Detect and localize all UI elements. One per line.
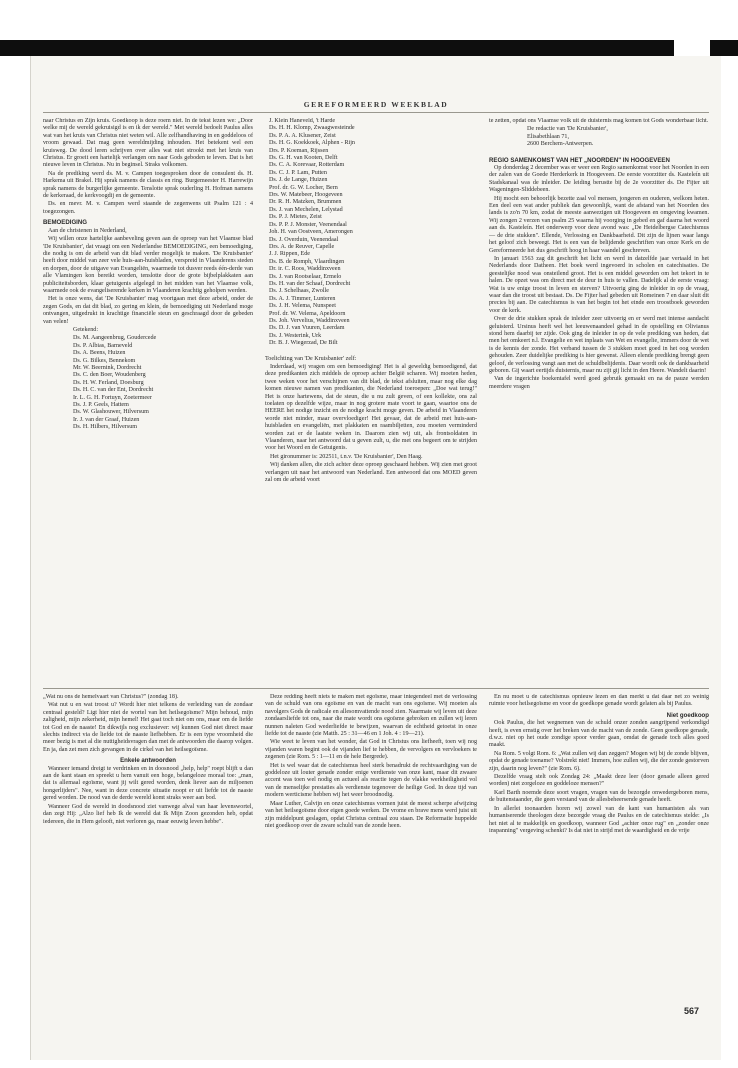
paragraph: te zetten, opdat ons Vlaamse volk uit de duisternis mag komen tot Gods wonderbaar licht. [489,118,709,124]
list-item: Ds. J. H. Velema, Nunspeet [269,303,336,310]
list-item: Ds. J. Westerink, Urk [269,332,322,339]
paragraph: Op donderdag 2 december was er weer een Regio samenkomst voor het Noorden in een der zalen van de Goede Herderkerk in Hoogeveen. De eerste voorzitter ds. Kasteleín uit Stadskanaal was de inleider. De leiding berustte bij de 2e voorzitter ds. De Fijter uit Wageningen-Sliddebeen. [489,165,709,194]
toelichting-label: Toelichting van 'De Kruisbanier' zelf: [265,355,357,362]
page-number: 567 [683,1006,699,1016]
paragraph: En nu moet u de catechismus opnieuw lezen en dan merkt u dat daar net zo weinig ruimte voor heilsegoïsme en voor de goedkope genade wordt gelaten als bij Paulus. [489,694,709,708]
section-divider [43,688,709,689]
list-item: Dr. B. J. Wiegerzad, De Bilt [269,340,338,347]
paragraph: In allerlei toonaarden horen wij zowel van de kant van humanisten als van humaniserende theologen deze bezorgde vraag die Paulus en de catechismus stelde: „Is het niet al te makkelijk en goedkoop, wanneer God „achter onze rug" en „zonder onze inspanning" vergeving schenkt? Is dat niet in strijd met de waardigheid en de vrije [489,805,709,834]
address-line: De redactie van 'De Kruisbanier', [527,126,608,133]
list-item: Ds. P. J. Mietes, Zeist [269,214,322,221]
column-2-bottom [265,694,477,1040]
list-item: Ds. J. van Mechelen, Lelystad [269,206,343,213]
section-heading-enkele-antwoorden: Enkele antwoorden [120,757,176,765]
paragraph: Inderdaad, wij vragen om een bemoediging! Het is al geweldig bemoedigend, dat deze predikanten zich middels de oproep achter België scharen. Wij moeten heden, twee weken voor het verschijnen van dit blad, de tekst afsluiten, maar nog elke dag komen nieuwe namen van predikanten, die Nederland toeroepen: „Doe wat terug!" Het is onze hartewens, dat de steun, die u nu zult geven, of een kollekte, ons zal toelaten op dezelfde wijze, maar in nog grotere mate voort te gaan, waartoe ons de HEERE het nodige inzicht en de nodige kracht moge geven. De arbeid in Vlaanderen worde niet minder, maar overvloediger! Het gevaar, dat de arbeid met huis-aan-huisbladen en evangeliën, met plakkaten en raambiljetten, zou moeten verminderd worden zat er de laatste weken in. Daarom zien wij uit, als frontsoldaten in Vlaanderen, naar het antwoord dat u geven zult, u, die met ons begeert om te strijden voor het Woord en de Getuigenis. [265,364,477,452]
section-heading-niet-goedkoop: Niet goedkoop [666,711,709,719]
list-item: Ds. J. van Rootselaar, Ermelo [269,273,342,280]
list-item: Ir. L. G. H. Fortuyn, Zoetermeer [73,394,152,401]
list-item: Ds. J. Schelhaas, Zwolle [269,288,329,295]
paragraph: naar Christus en Zijn kruis. Goedkoop is deze roem niet. In de tekst lezen we: „Door welke mij de wereld gekruisigd is en ik der wereld." Met wereld bedoelt Paulus alles wat van het kruis van Christus niet weten wil. Alle zelfhandhaving in en goddeloos of vroom gewaad. Dat mag geen wereldmijding inhouden. Het betekent wel een kruisweg. De dood leren schrijven over alles wat niet strookt met het kruis van Christus. Er groeit een hartelijk verlangen om naar Gods geboden te leven. Dat is het nieuwe leven in Christus. Nu in beginsel. Straks volkomen. [43,118,253,169]
list-item: Ds. H. C. van der Ent, Dordrecht [73,387,154,394]
paragraph: Ook Paulus, die het wegnemen van de schuld onzer zonden aangrijpend verkondigd heeft, is even ernstig over het breken van de macht van de zonde. Geen goedkope genade, d.w.z. niet op het oude zondige spoor verder gaan, omdat de genade toch alles goed maakt. [489,720,709,749]
list-item: Ds. B. de Romph, Vlaardingen [269,258,345,265]
list-item: Joh. H. van Oostveen, Amerongen [269,229,353,236]
column-3-top [489,118,709,680]
list-item: Mr. W. Beernink, Dordrecht [73,365,142,371]
newspaper-page [30,56,721,1060]
paragraph: Wie weet te leven van het wonder, dat God in Christus ons liefheeft, toen wij nog vijanden waren begint ook de vijanden lief te hebben, de vervolgers en vervloekers te zegenen (zie Rom. 5 : 1—11 en de hele Bergrede). [265,739,477,761]
scan-notch [674,40,710,56]
column-3-bottom [489,694,709,994]
list-item: Ds. H. van der Schaaf, Dordrecht [269,280,351,287]
column-1-top [43,118,253,680]
paragraph: Wanneer iemand dreigt te verdrinken en in doosnood „help, help" roept blijft u dan aan de kant staan en spreekt u hem vanuit een hoge, belangeloze moraal toe: „man, dat is allemaal egoïsme, want jij wilt gered worden, denk liever aan de miljoenen hongerlijders". Nee, want in deze concrete situatie noopt er uit liefde tot de naaste gered worden. De nood van de derde wereld komt straks weer aan bod. [43,765,253,802]
paragraph: Na Rom. 5 volgt Rom. 6: „Wat zullen wij dan zeggen? Mogen wij bij de zonde blijven, opdat de genade toename? Volstrekt niet! Immers, hoe zullen wij, die der zonde gestorven zijn, daarin nog leven?" (zie Rom. 6). [489,750,709,772]
scan-border [0,40,738,56]
list-item: Ds. C. J. P. Lam, Putten [269,169,327,176]
list-item: Ds. H. Hilbers, Hilversum [73,424,137,431]
paragraph: Het gironummer is: 202511, t.n.v. 'De Kruisbanier', Den Haag. [270,453,423,460]
list-item: Ds. H. G. Koekkoek, Alphen - Rijn [269,140,355,147]
paragraph: Wij danken allen, die zich achter deze oproep geschaard hebben. Wij zien met groot verlangen uit naar het antwoord van Nederland. Een antwoord dat ons MOED geven zal om de arbeid voort [265,462,477,484]
list-item: Ds. P. P. J. Monster, Veenendaal [269,221,347,228]
list-item: Ds. A. Beens, Huizen [73,350,126,357]
list-item: Ds. J. Overduin, Veenendaal [269,236,339,243]
list-item: J. Klein Haneveld, 't Harde [269,118,336,124]
paragraph: Dezelfde vraag stelt ook Zondag 24: „Maakt deze leer (door genade alleen gered worden) niet zorgeloze en goddeloze mensen?" [489,774,709,788]
list-item: Ds. A. J. Timmer, Lunteren [269,295,336,302]
list-item: Drs. A. de Reuver, Capelle [269,243,335,250]
paragraph: Van de ingerichte boekentafel werd goed gebruik gemaakt en na de pauze werden meerdere vragen [489,376,709,390]
signatory-list [43,335,253,431]
list-item: Dr. R. H. Matzken, Brummen [269,199,342,206]
list-item: Ds. M. Aangeenbrug, Goudercede [73,335,157,342]
list-item: Ir. J. van der Graaf, Huizen [73,416,140,423]
paragraph: Karl Barth noemde deze soort vragen, vragen van de bezorgde onwedergeboren mens, de buitenstaander, die geen verstand van de allesbeheersende genade heeft. [489,789,709,804]
list-item: Ds. P. A. A. Klusener, Zeist [269,132,336,139]
paragraph: „Wat nu ons de hemelvaart van Christus?" (zondag 18). [43,694,179,700]
list-item: Ds. G. H. van Kooten, Delft [269,155,338,162]
paragraph: Het is wel waar dat de catechismus heel sterk benadrukt de rechtvaardiging van de goddeloze uit louter genade zonder enige verdienste van onze kant, maar dit zwaare accent was toen wel nodig en actueel als reactie tegen de vlakke werkheiligheid vol van de menselijke prestaties als verdienste tegenover de heilige God. In deze tijd van modern werticisme hebben wij het weer broodnodig. [265,762,477,799]
paragraph: Na de prediking werd ds. M. v. Campen toegesproken door de consulent ds. H. Harkema uit Brakel. Hij sprak namens de classis en ring. Burgemeester H. Harrewijn sprak namens de burgerlijke gemeente. Tenslotte sprak ouderling H. Hofman namens de kerkeraad, de kerkvoogdij en de gemeente. [43,170,253,200]
signatory-list-continued [265,118,477,348]
address-line: Elisabethlaan 71, [527,133,569,140]
address-line: 2600 Berchem-Antwerpen. [527,141,594,148]
paragraph: In januari 1563 zag dit geschrift het licht en werd in datzelfde jaar vertaald in het Nederlands door Datheen. Het boek werd ingevoerd in scholen en catechisaties. De geestelijke nood was onsteilend groot. Het is een middel geworden om het tekort in te halen. De opzet was om direct met de deur in huis te vallen. Dadelijk al de eerste vraag: Wat is uw enige troost in leven en sterven? Uitvoerig ging de inleider in op de vraag, waar dan die troost uit bestaat. Ds. De Fijter had gebeden uit Romeinen 7 en daar sluit dit precies bij aan. De catechismus is van het begin tot het einde een troostboek geworden voor de kerk. [489,255,709,314]
list-item: Ds. H. W. Ferland, Doesburg [73,379,144,386]
list-item: Drs. W. Matebeer, Hoogeveen [269,192,343,199]
paragraph: Aan de christenen in Nederland, [48,227,127,234]
page-header: GEREFORMEERD WEEKBLAD [303,100,449,109]
list-item: Ds. D. J. van Vuuren, Leerdam [269,325,345,332]
section-heading-regio: REGIO SAMENKOMST VAN HET „NOORDEN" IN HOOGEVEEN [489,156,670,164]
list-item: J. J. Rippen, Ede [269,251,310,258]
column-2-top [265,118,477,680]
list-item: Ds. Joh. Vervelius, Waddinxveen [269,317,350,324]
paragraph: Over de drie stukken sprak de inleider zeer uitvoerig en er werd met intense aandacht geluisterd. Ursinus heeft wel het leeuwenaandeel gehad in de opstelling en Olivianus stond hem daarbij ter zijde. Ook ging de inleider in op de vele prediking van heden, dat men het omkeert n.l. Evangelie en wet inplaats van Wet en evangelie, immers door de wet is de kennis der zonde. Het verband tussen de 3 stukken moet goed in het oog worden gehouden. Zeer duidelijke prediking is hier gewenst. Alleen elende prediking brengt geen geloof, de verlossing vangt aan met de schuldbelijdenis. Daar wordt ook de dankbaarheid geboren. Gij waart eertijds duisternis, maar nu zijt gij licht in den Heere. Wandelt daarin! [489,316,709,374]
paragraph: Wat nut u en wat troost u? Wordt hier niet telkens de verleiding van de zondaar centraal gesteld? Ligt hier niet de wortel van het heilsegoïsme? Mijn behoud, mijn zaligheid, mijn zekerheid, mijn hemel! Het gaat toch niet om ons, maar om de liefde tot God en de naaste! En dikwijls nog exclusiever: wij kunnen God niet direct maar slechts indirect via de liefde tot de naaste liefhebben. Er is een type vroomheid die meer bezig is met al die nuttigheidsvragen dan met de antwoorden die daarop volgen. En ja, dan zet men zich gevangen in de cirkel van het heilsegoïsme. [43,702,253,753]
list-item: Drs. P. Koeman, Rijssen [269,147,329,154]
paragraph: Hij mocht een behoorlijk bezette zaal vol mensen, jongeren en ouderen, welkom heten. Een deel een wat ander publiek dan gewoonlijk, want de afstand van het Noorden des lands is zo'n 70 km, zodat de meeste aanwezigen uit Hoogeveen en omgeving kwamen. Wij zongen 2 verzen van psalm 25 waarna hij voorging in gebed en gaf daarna het woord aan ds. Kasteleín. Het onderwerp voor deze avond was: „De Heidelbergse Catechismus — de drie stukken". Ellende, Verlossing en Dankbaarheid. Dit zijn de lijnen waar langs het geloof zich beweegt. Het is een van de belijdende geschriften van onze Kerk en de Gereformeerde het dus geschrift hoog in haar vaandel geschreven. [489,195,709,254]
column-1-bottom [43,694,253,1040]
paragraph: Maar Luther, Calvijn en onze catechismus vormen juist de meest scherpe afwijzing van het heilsegoïsme door eigen goede werken. De vrome en brave mens werd juist uit zijn middelpunt geslagen, opdat Christus centraal zou staan. De Reformatie huppelde niet goedkoop over de zware schuld van de zonde heen. [265,800,477,829]
address-block [489,126,709,148]
header-rule [43,112,709,113]
paragraph: Het is onze wens, dat 'De Kruisbanier' mag voortgaan met deze arbeid, onder de zegen Gods, en dat dit blad, zo gering en klein, de bemoediging uit Nederland moge ontvangen, uitgedrukt in krachtige financiële steun en geschraagd door de gebeden van velen! [43,296,253,325]
list-item: Ds. P. Albias, Barneveld [73,342,133,349]
list-item: Prof. dr. G. W. Locher, Bern [269,184,338,191]
list-item: Ds. G. Bilkes, Bennekom [73,357,136,364]
list-item: Ds. C. den Boer, Woudenberg [73,372,146,379]
list-item: Ds. H. H. Klomp, Zwaagwesteinde [269,125,355,132]
section-heading-bemoediging: BEMOEDIGING [43,219,88,227]
paragraph: Wanneer God de wereld in doodsnood ziet vanwege alval van haar levenswortel, dan zegt Hij: „Alzo lief heb Ik de wereld dat Ik Mijn Zoon gezonden heb, opdat iedereen, die in Hem gelooft, niet verloren ga, maar eeuwig leven hebbe". [43,803,253,825]
list-item: Ds. W. Glashouwer, Hilversum [73,409,149,416]
list-item: Dr. ir. C. Roos, Waddinxveen [269,266,341,273]
paragraph: Ds. en mevr. M. v. Campen werd staande de zegenwens uit Psalm 121 : 4 toegezongen. [43,201,253,215]
list-item: Ds. J. P. Geels, Hattem [73,402,129,409]
signed-label: Getekend: [73,326,99,333]
paragraph: Deze redding heeft niets te maken met egoïsme, maar integendeel met de verlossing van de schuld van ons egoïsme en van de macht van ons egoïsme. Wij moeten als navolgers Gods de radicale en allesomvattende nood zien. Naarmate wij leven uit deze zondaarsliefde tot ons, naar die mate wordt ons egoïsme gebroken en zullen wij leren nunnen naleten God wederliefde te bewijzen, waarvan de echtheid getoetst in onze liefde tot de naaste (zie Matth. 25 : 31—46 en 1 Joh. 4 : 19—21). [265,694,477,738]
list-item: Prof. dr. W. Velema, Apeldoorn [269,310,346,317]
paragraph: Wij willen onze hartelijke aanbeveling geven aan de oproep van het Vlaamse blad 'De Kruisbanier', dat vraagt om een Nederlandse BEMOEDIGING, een bemoediging, die nodig is om de arbeid van dit blad verder mogelijk te maken. 'De Kruisbanier' heeft door middel van zeer vele huis-aan-huisbladen, verspreid in Vlaanderens steden en dorpen, door de uitgave van Evangeliën, waarmede tot dusver reeds één-derde van alle Vlamingen kon bereikt worden, tenslotte door de grote bijbelplakkaten aan publiciteitsborden, klaar getuigenis afgelegd in het midden van het Vlaamse volk, waarmede ook de evangeliserende kerken in Vlaanderen krachtig geholpen werden. [43,236,253,294]
list-item: Ds. J. de Lange, Huizen [269,177,328,184]
list-item: Ds. C. A. Korevaar, Rotterdam [269,162,345,169]
